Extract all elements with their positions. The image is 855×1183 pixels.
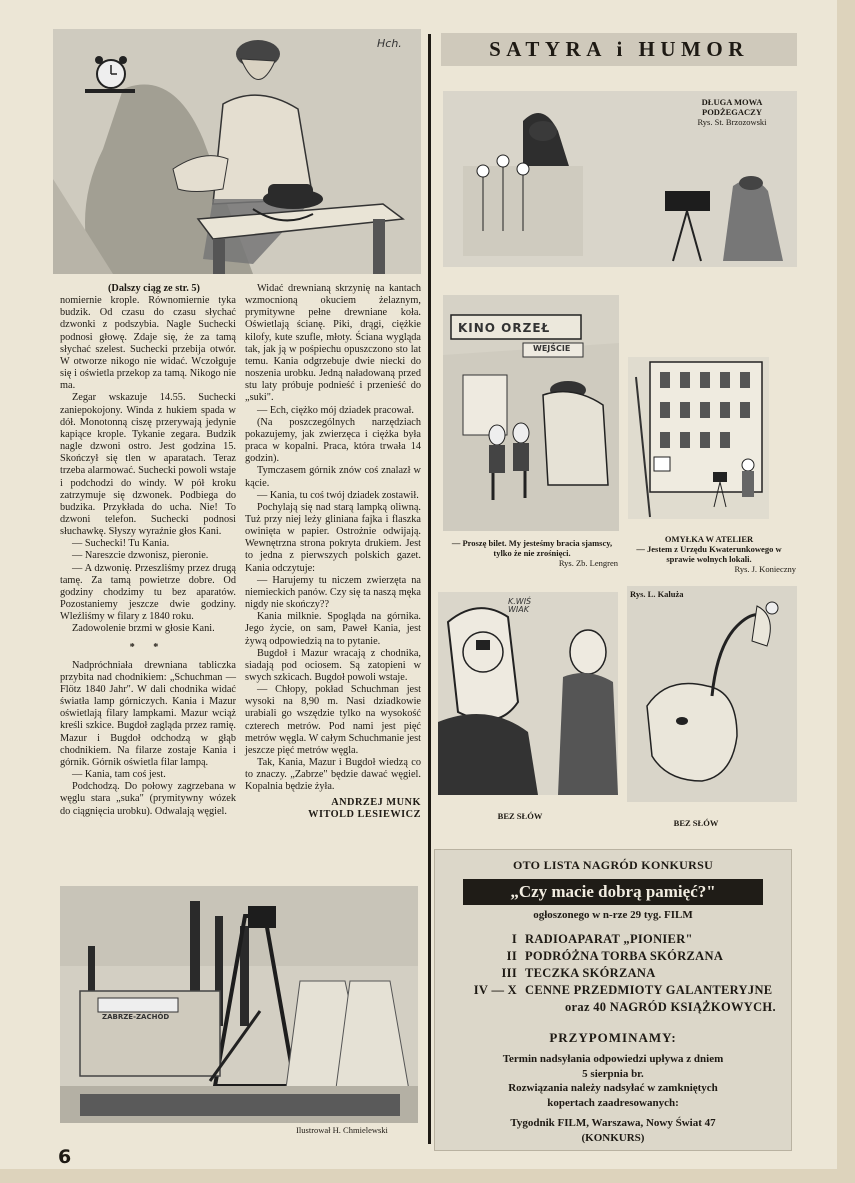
illustrator-signature: Hch. (377, 37, 402, 50)
article-paragraph: — Chłopy, pokład Schuchman jest wysoki na 8,90 m. Nasi dziadkowie urabiali go wszędzie tylko na wysokość czterech metrów. Pod nami jest pięć metrów węgla. W całym Schuchmanie jest jeszcze pięć metrów węgla. (245, 684, 421, 756)
kino-sign: KINO ORZEŁ (458, 321, 551, 335)
article-paragraph: Zegar wskazuje 14.55. Suchecki zaniepokojony. Winda z hukiem spada w dół. Monotonną ciszę przerywają jedynie kapiące krople. Tykanie zegara. Budzik nagle dzwoni ostro. Jest godzina 15. Skończył się tlen w aparatach. Teraz trzeba alarmować. Suchecki powoli wstaje i podchodzi do windy. W pół kroku zatrzymuje się dzwonek. Podbiega do budzika. Przykłada do ucha. Nie! To dzwoni telefon. Suchecki podnosi słuchawkę. Słyszy wyraźnie głos Kani. (60, 392, 236, 538)
article-paragraph: Bugdoł i Mazur wracają z chodnika, siadają pod ociosem. Są zatopieni w swych szkicach. Bugdoł powoli wstaje. (245, 647, 421, 683)
mine-sign-text: ZABRZE-ZACHÓD (102, 1013, 170, 1021)
page-number: 6 (58, 1146, 72, 1168)
cartoon1-author: Rys. St. Brzozowski (697, 117, 767, 127)
article-paragraph: — Kania, tam coś jest. (72, 769, 166, 781)
contest-box (434, 849, 792, 1151)
article-paragraph: Pochylają się nad starą lampką oliwną. Tuż przy niej leży gliniana fajka i flaszka owinięta w papier. Ostrożnie odwijają. Wewnętrzna strona pokryta drukiem. Jest to jedna z pierwszych polskich gazet. Kania odczytuje: (245, 501, 421, 574)
cartoon1-title (672, 97, 792, 127)
contest-header: OTO LISTA NAGRÓD KONKURSU (512, 858, 714, 872)
miner-telephone-illustration (53, 29, 421, 274)
article-column-2 (245, 283, 421, 821)
cartoon3-author: Rys. J. Konieczny (734, 564, 796, 574)
article-paragraph: Tymczasem górnik znów coś znalazł w kącie. (245, 465, 421, 489)
article-paragraph: (Na poszczególnych narzędziach pokazujemy, jak zwierzęca i ciężka była praca w kopalni. Praca, która trwała 14 godzin). (245, 416, 421, 465)
contest-subheader: ogłoszonego w n-rze 29 tyg. FILM (533, 909, 693, 921)
author-2: WITOLD LESIEWICZ (308, 808, 421, 820)
article-paragraph: Widać drewnianą skrzynię na kantach wzmocnioną okuciem żelaznym, prymitywne pełne drewniane koła. Oświetlają ścianę. Piki, drągi, ciężkie kilofy, kute szufle, młoty. Ściana wygląda tak, jak ją w pośpiechu opuszczono sto lat temu. Kania odgrzebuje dwie niecki do noszenia urobku. Jedną naładowaną przed stu laty próbuje podnieść i przenieść do „suki". (245, 283, 421, 404)
prize-list (445, 931, 781, 1016)
article-paragraph: — Harujemy tu niczem zwierzęta na niemieckich panów. Czy się ta naszą męka nigdy nie skończy?? (245, 574, 421, 611)
page-edge-right (837, 0, 855, 1183)
cartoon4-signature: K.WIŚ WIAK (508, 597, 532, 614)
contest-banner: „Czy macie dobrą pamięć?" (463, 879, 763, 905)
article-paragraph: nomiernie krople. Równomiernie tyka budzik. Od czasu do czasu słychać dzwonki z podszybia. Nagle Suchecki podnosi głowę. Zdaje się, że za tamą słychać szelest. Suchecki przebija otwór. W otworze nikogo nie widać. Wczołguje się i oświetla przekop za tamą. Nikogo nie ma. (60, 295, 236, 392)
contest-deadline (445, 1052, 781, 1110)
cartoon1-title-line1: DŁUGA MOWA (701, 97, 763, 107)
cartoon5-caption: BEZ SŁÓW (673, 818, 719, 828)
article-paragraph: Nadpróchniała drewniana tabliczka przybita nad chodnikiem: „Schuchman — Flötz 1840 Jahr". W dali chodnika widać światła lamp górniczych. Kania i Mazur oświetlają filary lampkami. Mazur wciąż kreśli szkice. Bugdoł zagląda przez ramię. Mazur i Bugdoł odchodzą w głąb chodnikiem. Na filarze zostaje Kania i górnik. Górnik oświetla filar lampą. (60, 659, 236, 768)
cartoon-bez-slow-2 (627, 586, 797, 802)
article-paragraph: Zadowolenie brzmi w głosie Kani. (72, 623, 215, 635)
section-separator: * * (129, 641, 167, 653)
send-line-1: Rozwiązania należy nadsyłać w zamkniętych (508, 1082, 718, 1094)
prize-item: I RADIOAPARAT „PIONIER" (511, 932, 693, 946)
article-paragraph: Kania milknie. Spogląda na górnika. Jego życie, on sam, Paweł Kania, jest żywą odpowiedzią na to pytanie. (245, 611, 421, 647)
cartoon3-caption: — Jestem z Urzędu Kwaterunkowego w sprawie wolnych lokali. (636, 544, 782, 564)
article-paragraph: Podchodzą. Do połowy zagrzebana w węglu stara „suka" (prymitywny wózek do ciągnięcia urobku). Odwalają węgiel. (60, 781, 236, 817)
article-paragraph: — A dzwonię. Przeszliśmy przez drugą tamę. Za tamą powietrze dobre. Od godziny chodzimy tu bez aparatów. Pozostaniemy jeszcze dwie godziny. Wleźliśmy w filary z 1840 roku. (60, 562, 236, 623)
article-column-1-body (60, 295, 236, 818)
contest-address (445, 1116, 781, 1145)
prize-item: III TECZKA SKÓRZANA (501, 966, 656, 980)
prize-item: oraz 40 NAGRÓD KSIĄŻKOWYCH. (565, 1000, 776, 1014)
article-paragraph: — Ech, ciężko mój dziadek pracował. (257, 404, 414, 416)
cartoon-omylka-w-atelier (628, 357, 769, 519)
prize-item: IV — X CENNE PRZEDMIOTY GALANTERYJNE (473, 983, 773, 997)
cartoon-kino-orzel (443, 295, 619, 531)
illustration-credit: Ilustrował H. Chmielewski (296, 1125, 388, 1135)
cartoon3-caption-block (622, 534, 796, 574)
article-paragraph: — Nareszcie dzwonisz, pieronie. (72, 550, 209, 562)
article-paragraph: — Suchecki! Tu Kania. (72, 538, 170, 550)
cartoon-bez-slow-1 (438, 592, 618, 795)
column-divider (428, 34, 431, 1144)
deadline-line-1: Termin nadsyłania odpowiedzi upływa z dniem (502, 1053, 724, 1065)
section-title: SATYRA i HUMOR (441, 33, 797, 66)
article-column-2-body (245, 283, 421, 794)
article-paragraph: Tak, Kania, Mazur i Bugdoł wiedzą co to znaczy. „Zabrze" będzie dawać węgiel. Kopalnia będzie żyła. (245, 757, 421, 793)
address-line-2: (KONKURS) (581, 1131, 645, 1144)
address-line-1: Tygodnik FILM, Warszawa, Nowy Świat 47 (510, 1117, 716, 1129)
deadline-line-2: 5 sierpnia br. (582, 1067, 644, 1080)
continuation-note: (Dalszy ciąg ze str. 5) (108, 283, 200, 294)
contest-reminder: PRZYPOMINAMY: (549, 1030, 677, 1045)
cartoon3-title: OMYŁKA W ATELIER (664, 534, 754, 544)
send-line-2: kopertach zaadresowanych: (547, 1096, 679, 1109)
cartoon1-title-line2: PODŻEGACZY (702, 107, 762, 117)
cartoon5-author: Rys. L. Kaluża (630, 589, 684, 599)
article-paragraph: — Kania, tu coś twój dziadek zostawił. (257, 489, 419, 501)
wejscie-sign: WEJŚCIE (533, 344, 571, 353)
cartoon2-caption-block (446, 538, 618, 568)
author-1: ANDRZEJ MUNK (331, 796, 421, 808)
cartoon4-caption: BEZ SŁÓW (497, 811, 543, 821)
prize-item: II PODRÓŻNA TORBA SKÓRZANA (506, 949, 724, 963)
cartoon2-author: Rys. Zb. Lengren (558, 558, 618, 568)
page-edge-bottom (0, 1169, 855, 1183)
article-column-1 (60, 283, 236, 818)
cartoon2-caption: — Proszę bilet. My jesteśmy bracia sjamscy, tylko że nie zrośnięci. (451, 538, 613, 558)
mine-illustration (60, 886, 418, 1123)
